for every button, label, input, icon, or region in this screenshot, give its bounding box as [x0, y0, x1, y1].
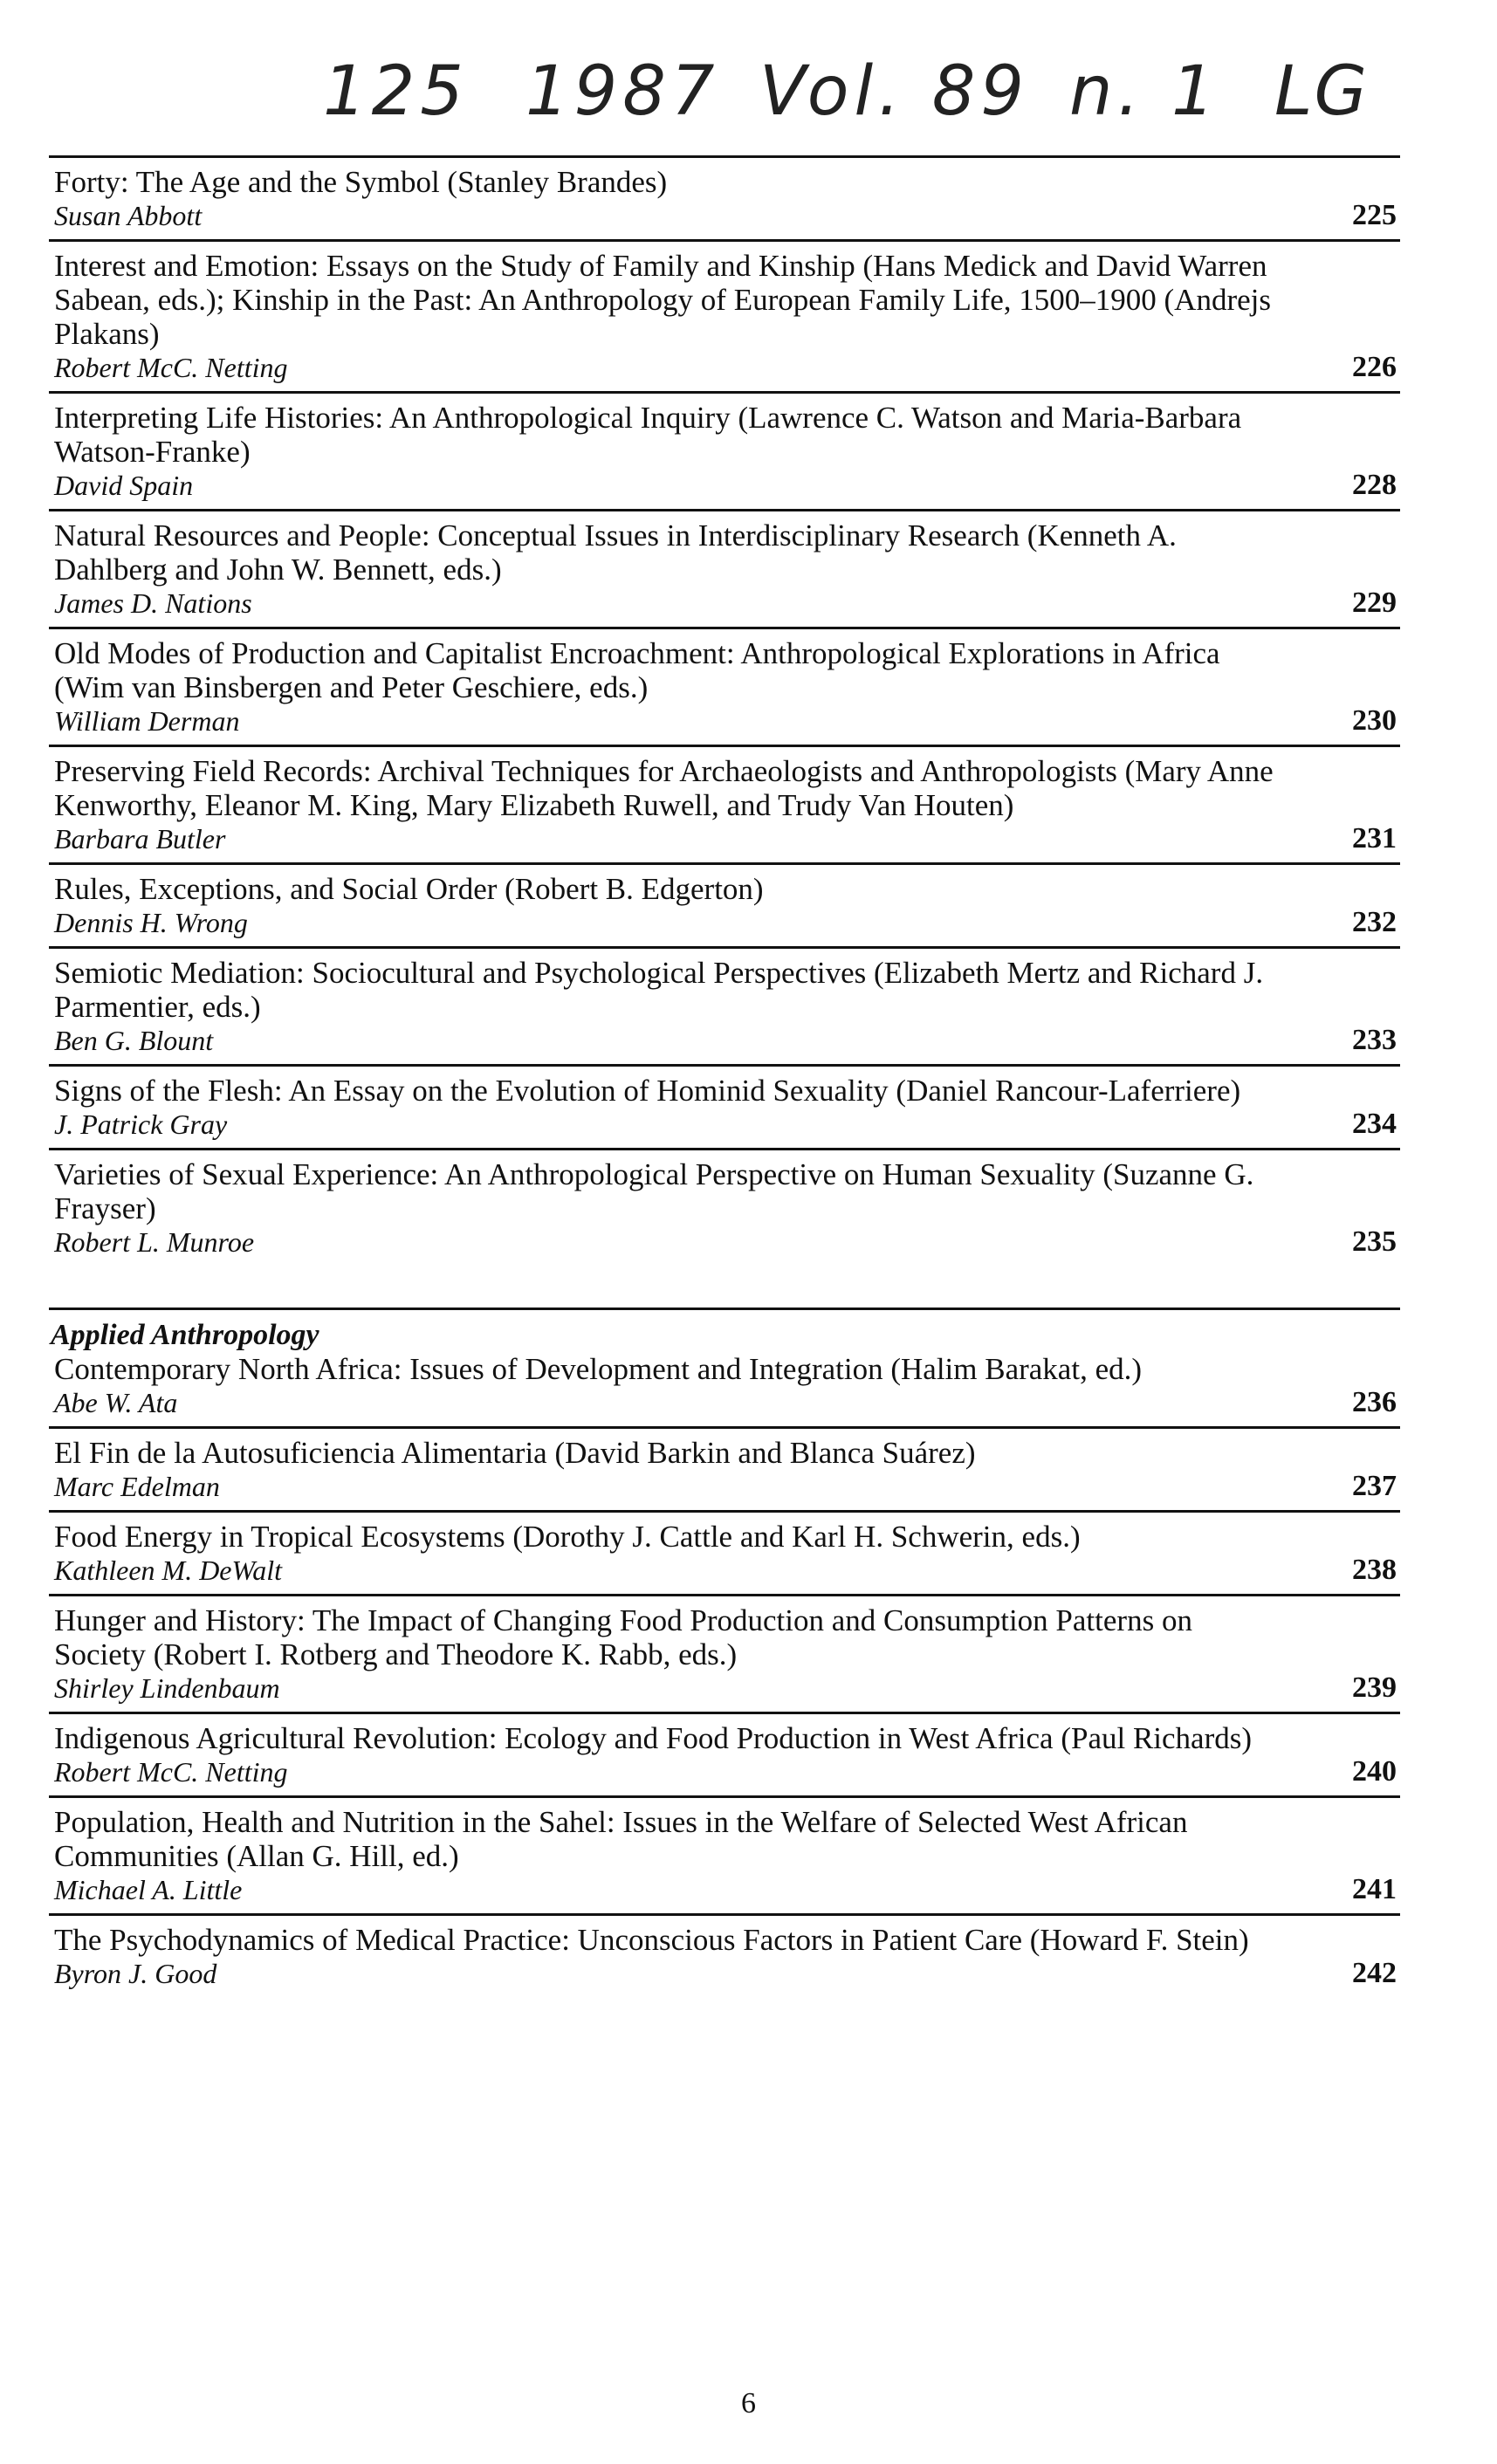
book-title: Forty: The Age and the Symbol (Stanley Brandes): [54, 165, 668, 199]
reviewer-name: William Derman: [54, 705, 240, 737]
entry-page-number: 238: [1352, 1554, 1397, 1586]
top-rule: [49, 155, 1400, 158]
review-list: [49, 165, 1400, 1266]
reviewer-name: Michael A. Little: [54, 1874, 243, 1905]
handwritten-text: 1987: [525, 52, 720, 131]
book-title: Contemporary North Africa: Issues of Development and Integration (Halim Barakat, ed.): [54, 1352, 1143, 1386]
book-title: Population, Health and Nutrition in the Sahel: Issues in the Welfare of Selected West African Communities (Allan G. Hill, ed.): [54, 1805, 1188, 1873]
book-title: Indigenous Agricultural Revolution: Ecology and Food Production in West Africa (Paul Richards): [54, 1721, 1253, 1755]
book-title: Varieties of Sexual Experience: An Anthropological Perspective on Human Sexuality (Suzanne G. Frayser): [54, 1157, 1254, 1225]
review-entry: [49, 1721, 1400, 1798]
entry-page-number: 225: [1352, 199, 1397, 231]
book-title: Interest and Emotion: Essays on the Study of Family and Kinship (Hans Medick and David Warren Sabean, eds.); Kinship in the Past: An Anthropology of European Family Life, 1500–1900 (Andrejs Plakans): [54, 249, 1271, 351]
entry-page-number: 237: [1352, 1470, 1397, 1502]
book-title: Hunger and History: The Impact of Changing Food Production and Consumption Patterns on Society (Robert I. Rotberg and Theodore K. Rabb, eds.): [54, 1603, 1192, 1671]
book-title: Natural Resources and People: Conceptual Issues in Interdisciplinary Research (Kenneth A. Dahlberg and John W. Bennett, eds.): [54, 518, 1177, 587]
review-entry: [49, 1923, 1400, 1997]
review-entry: [49, 1603, 1400, 1714]
review-entry: [49, 1520, 1400, 1596]
reviewer-name: David Spain: [54, 470, 194, 501]
entry-page-number: 230: [1352, 704, 1397, 737]
entry-page-number: 233: [1352, 1024, 1397, 1056]
review-entry: [49, 1074, 1400, 1150]
handwritten-text: n. 1: [1069, 52, 1220, 131]
section-divider: [49, 1273, 1400, 1310]
page-number: 6: [741, 2387, 756, 2419]
book-title: Rules, Exceptions, and Social Order (Robert B. Edgerton): [54, 872, 764, 906]
entry-page-number: 226: [1352, 351, 1397, 383]
entry-page-number: 235: [1352, 1225, 1397, 1258]
review-entry: [49, 872, 1400, 949]
book-title: Old Modes of Production and Capitalist Encroachment: Anthropological Explorations in Africa (Wim van Binsbergen and Peter Geschiere, eds.): [54, 636, 1220, 704]
handwritten-annotation: [323, 52, 1397, 166]
entry-page-number: 231: [1352, 822, 1397, 855]
review-entry: [49, 518, 1400, 629]
handwritten-text: 125: [323, 52, 469, 131]
book-title: Semiotic Mediation: Sociocultural and Psychological Perspectives (Elizabeth Mertz and Richard J. Parmentier, eds.): [54, 956, 1264, 1024]
handwritten-text: LG: [1274, 52, 1369, 131]
reviewer-name: Byron J. Good: [54, 1958, 217, 1989]
reviewer-name: Ben G. Blount: [54, 1025, 214, 1056]
review-entry: [49, 1352, 1400, 1429]
review-entry: [49, 249, 1400, 394]
review-entry: [49, 1805, 1400, 1916]
book-title: Interpreting Life Histories: An Anthropological Inquiry (Lawrence C. Watson and Maria-Barbara Watson-Franke): [54, 401, 1242, 469]
review-entry: [49, 754, 1400, 865]
reviewer-name: Dennis H. Wrong: [54, 907, 248, 938]
review-entry: [49, 1436, 1400, 1513]
review-entry: [49, 956, 1400, 1067]
entry-page-number: 228: [1352, 469, 1397, 501]
review-entry: [49, 401, 1400, 511]
book-title: El Fin de la Autosuficiencia Alimentaria (David Barkin and Blanca Suárez): [54, 1436, 976, 1470]
reviewer-name: Kathleen M. DeWalt: [54, 1555, 282, 1586]
reviewer-name: Barbara Butler: [54, 823, 226, 855]
contents-list: [49, 155, 1400, 2004]
section-heading: Applied Anthropology: [51, 1319, 319, 1351]
reviewer-name: Marc Edelman: [54, 1471, 220, 1502]
reviewer-name: Robert McC. Netting: [54, 1756, 288, 1788]
entry-page-number: 239: [1352, 1671, 1397, 1704]
entry-page-number: 236: [1352, 1386, 1397, 1418]
entry-page-number: 242: [1352, 1957, 1397, 1989]
book-title: Signs of the Flesh: An Essay on the Evolution of Hominid Sexuality (Daniel Rancour-Laferriere): [54, 1074, 1241, 1108]
entry-page-number: 241: [1352, 1873, 1397, 1905]
entry-page-number: 240: [1352, 1755, 1397, 1788]
reviewer-name: James D. Nations: [54, 587, 252, 619]
book-title: Preserving Field Records: Archival Techniques for Archaeologists and Anthropologists (Mary Anne Kenworthy, Eleanor M. King, Mary Elizabeth Ruwell, and Trudy Van Houten): [54, 754, 1274, 822]
reviewer-name: J. Patrick Gray: [54, 1108, 228, 1140]
reviewer-name: Shirley Lindenbaum: [54, 1672, 280, 1704]
reviewer-name: Robert L. Munroe: [54, 1226, 255, 1258]
reviewer-name: Susan Abbott: [54, 200, 203, 231]
review-list-applied: [49, 1352, 1400, 1997]
book-title: Food Energy in Tropical Ecosystems (Dorothy J. Cattle and Karl H. Schwerin, eds.): [54, 1520, 1081, 1554]
review-entry: [49, 636, 1400, 747]
entry-page-number: 234: [1352, 1108, 1397, 1140]
handwritten-text: Vol. 89: [759, 52, 1030, 131]
reviewer-name: Robert McC. Netting: [54, 352, 288, 383]
entry-page-number: 229: [1352, 587, 1397, 619]
review-entry: [49, 165, 1400, 242]
book-title: The Psychodynamics of Medical Practice: Unconscious Factors in Patient Care (Howard F. Stein): [54, 1923, 1249, 1957]
entry-page-number: 232: [1352, 906, 1397, 938]
reviewer-name: Abe W. Ata: [54, 1387, 178, 1418]
review-entry: [49, 1157, 1400, 1266]
